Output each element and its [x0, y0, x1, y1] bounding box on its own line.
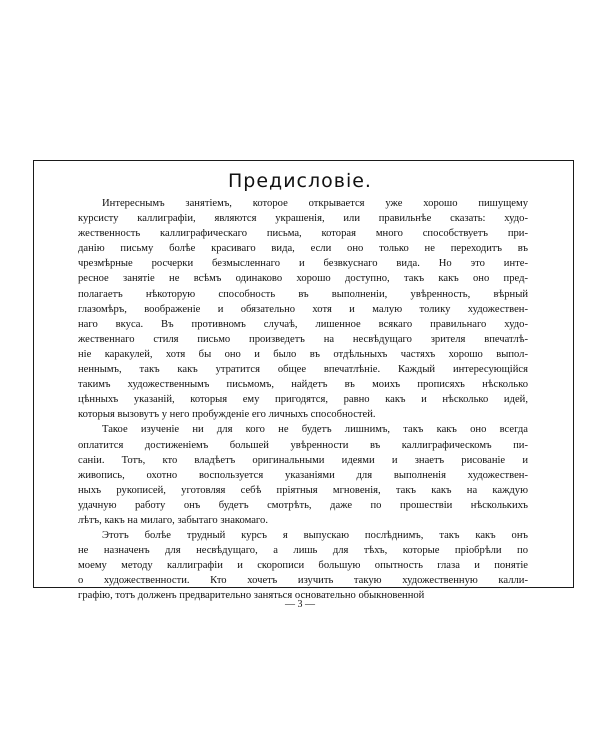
- text-line: оплатится достиженіемъ большей увѣренности въ каллиграфическомъ пи-: [78, 439, 528, 451]
- text-line: Такое изученіе ни для кого не будетъ лишнимъ, такъ какъ оно всегда: [102, 424, 528, 436]
- paragraph-3: [78, 528, 528, 603]
- body-text: [78, 196, 528, 604]
- text-line: полагаетъ нѣкоторую способность въ выполненіи, увѣренность, вѣрный: [78, 288, 528, 300]
- text-line: моему методу каллиграфіи и скорописи большую опытность глаза и понятіе: [78, 560, 528, 572]
- page-number: — 3 —: [285, 599, 315, 610]
- text-line: живопись, охотно воспользуется указаніями для выполненія художествен-: [78, 469, 528, 481]
- text-line: саніи. Тотъ, кто владѣетъ оригинальными идеями и знаетъ рисованіе и: [78, 454, 528, 466]
- text-line: курсисту каллиграфіи, являются украшенія, или правильнѣе сказать: худо-: [78, 213, 528, 225]
- page-title: Предисловіе.: [228, 170, 372, 192]
- text-line: чрезмѣрные росчерки безмысленнаго и безвкуснаго вида. Но это инте-: [78, 258, 528, 270]
- text-line: глазомѣръ, воображеніе и обязательно хотя и малую толику художествен-: [78, 303, 528, 315]
- text-line: не назначенъ для несвѣдущаго, а лишь для тѣхъ, которые пріобрѣли по: [78, 545, 528, 557]
- text-line: ніе каракулей, хотя бы оно и было въ отдѣльныхъ частяхъ хорошо выпол-: [78, 348, 528, 360]
- text-line: Интереснымъ занятіемъ, которое открывается уже хорошо пишущему: [102, 198, 528, 209]
- text-line: о художественности. Кто хочетъ изучить такую художественную калли-: [78, 575, 528, 587]
- text-line: лѣтъ, какъ на милаго, забытаго знакомаго.: [78, 514, 268, 526]
- text-line: наго вкуса. Въ противномъ случаѣ, лишенное всякаго правильнаго худо-: [78, 318, 528, 330]
- text-line: цѣнныхъ указаній, которыя ему пригодятся, равно какъ и нѣсколько идей,: [78, 394, 528, 406]
- text-line: жественнаго стиля письмо произведетъ на несвѣдущаго зрителя впечатлѣ-: [78, 333, 528, 345]
- text-line: жественность каллиграфическаго письма, которая много способствуетъ при-: [78, 228, 528, 240]
- text-line: данію письму болѣе красиваго вида, если оно только не переходитъ въ: [78, 243, 528, 255]
- text-line: которыя вызовутъ у него пробужденіе его личныхъ способностей.: [78, 409, 376, 421]
- paragraph-2: [78, 422, 528, 528]
- text-line: такимъ художественнымъ письмомъ, найдетъ въ моихъ прописяхъ нѣсколько: [78, 379, 528, 391]
- text-line: ныхъ рукописей, уготовляя себѣ пріятныя мгновенія, такъ какъ на каждую: [78, 484, 528, 496]
- text-line: графію, тотъ долженъ предварительно заняться основательно обыкновенной: [78, 590, 425, 602]
- text-line: неннымъ, такъ какъ утратится общее впечатлѣніе. Каждый интересующійся: [78, 364, 528, 376]
- text-line: ресное занятіе не всѣмъ одинаково хорошо доступно, такъ какъ оно пред-: [78, 273, 528, 285]
- paragraph-1: [78, 196, 528, 422]
- text-line: Этотъ болѣе трудный курсъ я выпускаю послѣднимъ, такъ какъ онъ: [102, 530, 528, 542]
- text-line: удачную работу онъ будетъ смотрѣть, даже по прошествіи нѣсколькихъ: [78, 499, 528, 511]
